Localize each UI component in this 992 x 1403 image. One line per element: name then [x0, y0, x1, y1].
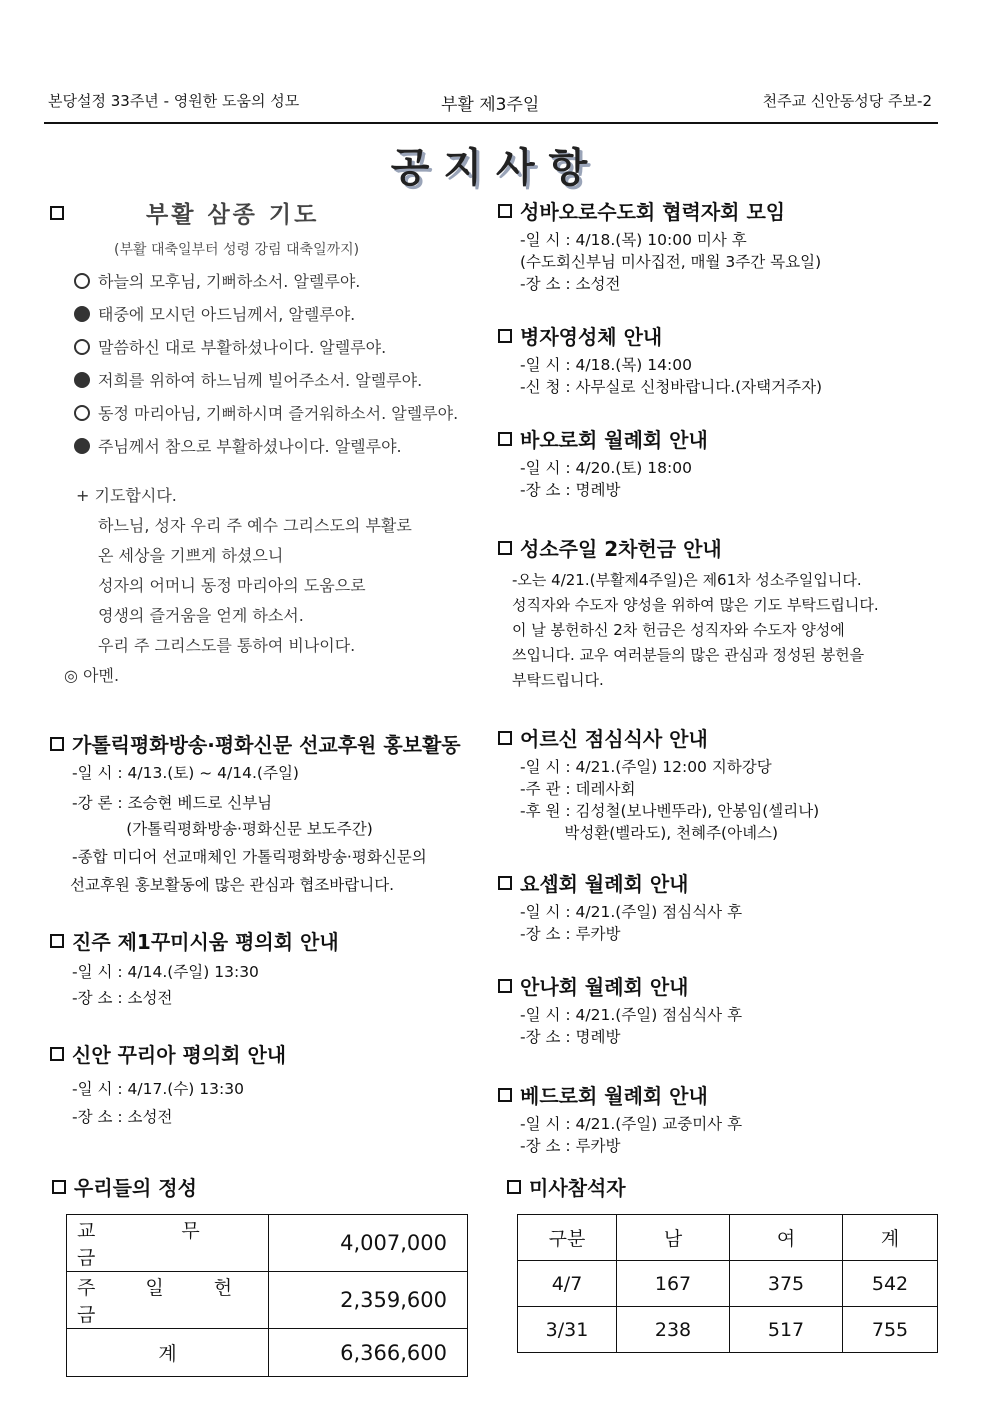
- notice-line: 이 날 봉헌하신 2차 헌금은 성직자와 수도자 양성에: [512, 621, 845, 639]
- notice-body: [72, 961, 480, 1009]
- notice-body: [520, 1113, 943, 1157]
- table-row: [518, 1307, 938, 1353]
- notice-section: [498, 723, 943, 844]
- notice-line: (가톨릭평화방송·평화신문 보도주간): [72, 820, 373, 838]
- table-header: 여: [730, 1215, 843, 1261]
- notice-body: [520, 1004, 943, 1048]
- prayer-body-line: 영생의 즐거움을 얻게 하소서.: [98, 606, 304, 625]
- prayer-body-line: 온 세상을 기쁘게 하셨으니: [98, 546, 284, 565]
- notice-title: [50, 729, 480, 758]
- notice-title-text: 어르신 점심식사 안내: [520, 727, 708, 751]
- prayer-header: [50, 196, 480, 229]
- prayer-lines: [50, 265, 480, 463]
- notice-line: -일 시 : 4/18.(목) 14:00: [520, 356, 692, 374]
- notice-title: [498, 1080, 943, 1109]
- notice-title-text: 바오로회 월례회 안내: [520, 428, 708, 452]
- checkbox-icon: [50, 737, 64, 751]
- prayer-title: 부활 삼종 기도: [146, 202, 320, 228]
- notice-body: [512, 568, 943, 693]
- table-cell: 4,007,000: [269, 1215, 468, 1272]
- notice-body: [520, 354, 943, 398]
- prayer-section: [50, 196, 480, 691]
- prayer-text: 동정 마리아님, 기뻐하시며 즐거워하소서. 알렐루야.: [98, 404, 459, 423]
- prayer-line: [74, 265, 480, 298]
- notice-line: -종합 미디어 선교매체인 가톨릭평화방송·평화신문의: [72, 848, 427, 866]
- header-right: 천주교 신안동성당 주보-2: [762, 92, 932, 110]
- prayer-text: 태중에 모시던 아드님께서, 알렐루야.: [98, 305, 356, 324]
- notice-line: 성직자와 수도자 양성을 위하여 많은 기도 부탁드립니다.: [512, 596, 879, 614]
- notice-title-text: 진주 제1꾸미시움 평의회 안내: [72, 930, 339, 954]
- header-center: 부활 제3주일: [441, 95, 540, 115]
- notice-line: -일 시 : 4/21.(주일) 점심식사 후: [520, 903, 743, 921]
- notice-line: -일 시 : 4/14.(주일) 13:30: [72, 963, 259, 981]
- filled-circle-icon: [74, 306, 90, 322]
- table-row: [518, 1215, 938, 1261]
- prayer-body-line: 우리 주 그리스도를 통하여 비나이다.: [98, 636, 356, 655]
- checkbox-icon: [50, 934, 64, 948]
- table-cell: 교 무 금: [67, 1215, 269, 1272]
- notice-title: [498, 424, 943, 453]
- notice-title: [50, 926, 480, 955]
- prayer-text: 하늘의 모후님, 기뻐하소서. 알렐루야.: [98, 272, 361, 291]
- notice-line: -장 소 : 명례방: [520, 1028, 621, 1046]
- notice-title: [498, 196, 943, 225]
- checkbox-icon: [498, 979, 512, 993]
- filled-circle-icon: [74, 372, 90, 388]
- notice-title-text: 성바오로수도회 협력자회 모임: [520, 200, 786, 224]
- attendance-table: [517, 1214, 938, 1353]
- notice-section: [50, 729, 480, 896]
- table-cell: 167: [617, 1261, 730, 1307]
- prayer-subtitle: (부활 대축일부터 성령 강림 대축일까지): [114, 242, 360, 258]
- notice-section: [498, 424, 943, 501]
- table-cell: 375: [730, 1261, 843, 1307]
- checkbox-icon: [498, 1088, 512, 1102]
- notice-line: -장 소 : 루카방: [520, 1137, 621, 1155]
- table-cell: 2,359,600: [269, 1272, 468, 1329]
- table-row: [67, 1272, 468, 1329]
- notice-title-text: 베드로회 월례회 안내: [520, 1084, 708, 1108]
- left-column: [50, 196, 480, 1128]
- prayer-body-line: 성자의 어머니 동정 마리아의 도움으로: [98, 576, 366, 595]
- notice-section: [498, 1080, 943, 1157]
- checkbox-icon: [52, 1180, 66, 1194]
- notice-section: [498, 321, 943, 398]
- notice-body: [72, 1078, 480, 1128]
- offering-table: [66, 1214, 468, 1377]
- notice-section: [498, 196, 943, 295]
- checkbox-icon: [498, 876, 512, 890]
- checkbox-icon: [50, 1047, 64, 1061]
- table-cell: 3/31: [518, 1307, 617, 1353]
- notice-title-text: 안나회 월례회 안내: [520, 975, 689, 999]
- offering-title-text: 우리들의 정성: [74, 1176, 197, 1200]
- checkbox-icon: [50, 206, 64, 220]
- notice-line: -오는 4/21.(부활제4주일)은 제61차 성소주일입니다.: [512, 571, 862, 589]
- table-cell: 계: [67, 1329, 269, 1377]
- notice-title-text: 성소주일 2차헌금 안내: [520, 537, 722, 561]
- prayer-body: [64, 481, 480, 691]
- circle-icon: [74, 339, 90, 355]
- notice-section: [498, 533, 943, 693]
- attendance-title-text: 미사참석자: [529, 1176, 626, 1200]
- notice-line: -강 론 : 조승현 베드로 신부님: [72, 794, 273, 812]
- notice-line: -일 시 : 4/13.(토) ~ 4/14.(주일): [72, 764, 299, 782]
- prayer-text: 저희를 위하여 하느님께 빌어주소서. 알렐루야.: [98, 371, 423, 390]
- notice-body: [520, 756, 943, 844]
- offering-title: [52, 1172, 197, 1201]
- notice-title-text: 병자영성체 안내: [520, 325, 663, 349]
- notice-section: [50, 926, 480, 1009]
- notice-title-text: 요셉회 월례회 안내: [520, 872, 689, 896]
- circle-icon: [74, 405, 90, 421]
- notice-line: -장 소 : 루카방: [520, 925, 621, 943]
- prayer-line: [74, 364, 480, 397]
- prayer-line: [74, 397, 480, 430]
- page-header: [46, 88, 938, 122]
- table-cell: 4/7: [518, 1261, 617, 1307]
- notice-line: -신 청 : 사무실로 신청바랍니다.(자택거주자): [520, 378, 823, 396]
- prayer-plus: + 기도합시다.: [76, 486, 177, 505]
- table-cell: 517: [730, 1307, 843, 1353]
- notice-line: 부탁드립니다.: [512, 671, 604, 689]
- header-divider: [44, 122, 938, 124]
- prayer-text: 주님께서 참으로 부활하셨나이다. 알렐루야.: [98, 437, 402, 456]
- notice-title: [498, 321, 943, 350]
- notice-body: [520, 901, 943, 945]
- notice-line: -장 소 : 소성전: [520, 275, 621, 293]
- checkbox-icon: [498, 432, 512, 446]
- prayer-line: [74, 331, 480, 364]
- table-row: [67, 1329, 468, 1377]
- notice-line: -후 원 : 김성철(보나벤뚜라), 안봉임(셀리나): [520, 802, 820, 820]
- notice-title-text: 신안 꾸리아 평의회 안내: [72, 1043, 287, 1067]
- checkbox-icon: [498, 329, 512, 343]
- checkbox-icon: [498, 731, 512, 745]
- table-cell: 755: [843, 1307, 938, 1353]
- table-cell: 238: [617, 1307, 730, 1353]
- notice-line: 쓰입니다. 교우 여러분들의 많은 관심과 정성된 봉헌을: [512, 646, 865, 664]
- notice-section: [498, 868, 943, 945]
- notice-line: -장 소 : 소성전: [72, 1108, 173, 1126]
- notice-line: -일 시 : 4/21.(주일) 교중미사 후: [520, 1115, 743, 1133]
- notice-body: [520, 229, 943, 295]
- notice-line: 선교후원 홍보활동에 많은 관심과 협조바랍니다.: [70, 876, 395, 894]
- header-left: 본당설정 33주년 - 영원한 도움의 성모: [48, 92, 300, 110]
- table-header: 남: [617, 1215, 730, 1261]
- notice-title: [498, 971, 943, 1000]
- notice-line: (수도회신부님 미사집전, 매월 3주간 목요일): [520, 253, 822, 271]
- notice-line: 박성환(벨라도), 천혜주(아녜스): [520, 824, 779, 842]
- table-row: [67, 1215, 468, 1272]
- prayer-line: [74, 298, 480, 331]
- checkbox-icon: [507, 1180, 521, 1194]
- notice-line: -일 시 : 4/21.(주일) 12:00 지하강당: [520, 758, 772, 776]
- table-row: [518, 1261, 938, 1307]
- table-header: 구분: [518, 1215, 617, 1261]
- circle-icon: [74, 273, 90, 289]
- attendance-title: [507, 1172, 626, 1201]
- table-cell: 6,366,600: [269, 1329, 468, 1377]
- notice-line: -일 시 : 4/21.(주일) 점심식사 후: [520, 1006, 743, 1024]
- right-column: [498, 196, 943, 1157]
- prayer-text: 말씀하신 대로 부활하셨나이다. 알렐루야.: [98, 338, 387, 357]
- prayer-line: [74, 430, 480, 463]
- notice-line: -주 관 : 데레사회: [520, 780, 636, 798]
- notice-section: [498, 971, 943, 1048]
- prayer-body-line: 하느님, 성자 우리 주 예수 그리스도의 부활로: [98, 516, 412, 535]
- notice-section: [50, 1039, 480, 1128]
- notice-title-text: 가톨릭평화방송·평화신문 선교후원 홍보활동: [72, 733, 461, 757]
- notice-body: [72, 762, 480, 868]
- notice-line: -장 소 : 명례방: [520, 481, 621, 499]
- notice-line: -일 시 : 4/20.(토) 18:00: [520, 459, 692, 477]
- prayer-body-lines: [98, 511, 480, 661]
- checkbox-icon: [498, 541, 512, 555]
- notice-line: -장 소 : 소성전: [72, 989, 173, 1007]
- notice-title: [50, 1039, 480, 1068]
- page-title: 공지사항: [390, 145, 602, 191]
- notice-line: -일 시 : 4/18.(목) 10:00 미사 후: [520, 231, 747, 249]
- table-header: 계: [843, 1215, 938, 1261]
- notice-line: -일 시 : 4/17.(수) 13:30: [72, 1080, 244, 1098]
- filled-circle-icon: [74, 438, 90, 454]
- notice-title: [498, 723, 943, 752]
- checkbox-icon: [498, 204, 512, 218]
- prayer-amen: ◎ 아멘.: [64, 666, 120, 685]
- table-cell: 542: [843, 1261, 938, 1307]
- table-cell: 주 일 헌 금: [67, 1272, 269, 1329]
- notice-title: [498, 533, 943, 562]
- notice-body: [520, 457, 943, 501]
- notice-title: [498, 868, 943, 897]
